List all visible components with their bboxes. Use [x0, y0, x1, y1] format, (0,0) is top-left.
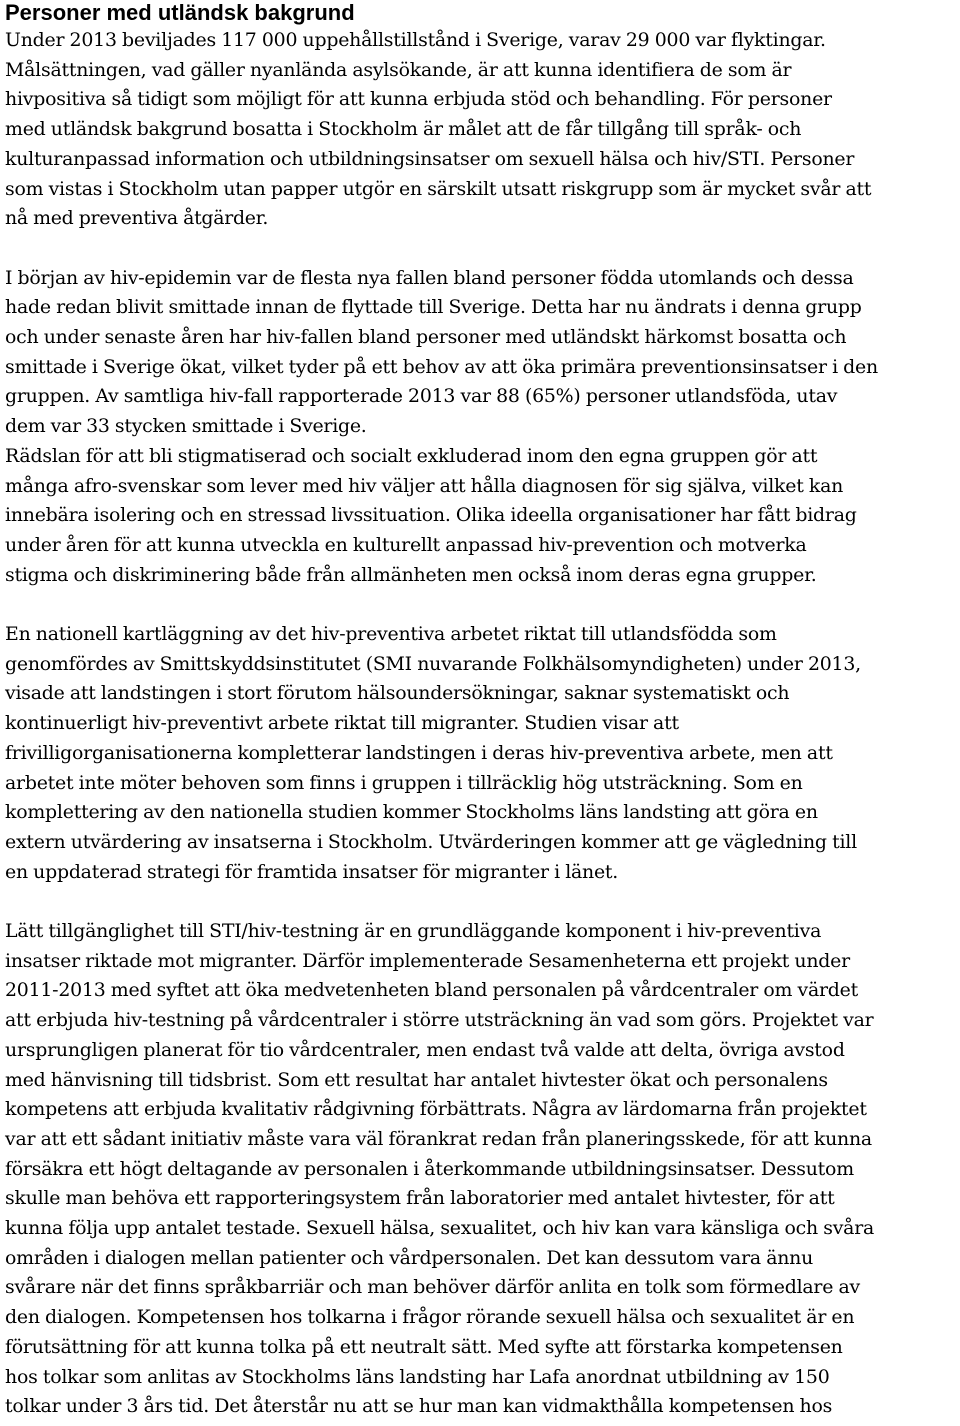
text-line: smittade i Sverige ökat, vilket tyder på ett behov av att öka primära preventionsinsatser i den — [5, 355, 878, 378]
text-line: förutsättning för att kunna tolka på ett neutralt sätt. Med syfte att förstarka kompetensen — [5, 1335, 843, 1358]
text-line: svårare när det finns språkbarriär och man behöver därför anlita en tolk som förmedlare av — [5, 1276, 860, 1299]
section-heading: Personer med utländsk bakgrund — [5, 0, 355, 25]
text-line: skulle man behöva ett rapporteringsystem från laboratorier med antalet hivtester, för att — [5, 1187, 835, 1210]
document-page — [5, 0, 957, 1422]
text-line: och under senaste åren har hiv-fallen bland personer med utländskt härkomst bosatta och — [5, 326, 847, 349]
text-line: insatser riktade mot migranter. Därför implementerade Sesamenheterna ett projekt under — [5, 949, 850, 972]
text-line: Lätt tillgänglighet till STI/hiv-testning är en grundläggande komponent i hiv-preventiva — [5, 920, 822, 943]
text-line: hade redan blivit smittade innan de flyttade till Sverige. Detta har nu ändrats i denna grupp — [5, 296, 862, 319]
text-line: kompetens att erbjuda kvalitativ rådgivning förbättrats. Några av lärdomarna från projektet — [5, 1098, 867, 1121]
text-line: arbetet inte möter behoven som finns i gruppen i tillräcklig hög utsträckning. Som en — [5, 771, 803, 794]
text-line: områden i dialogen mellan patienter och vårdpersonalen. Det kan dessutom vara ännu — [5, 1246, 814, 1269]
text-line: nå med preventiva åtgärder. — [5, 207, 269, 230]
text-line: kunna följa upp antalet testade. Sexuell hälsa, sexualitet, och hiv kan vara känsliga och svåra — [5, 1217, 875, 1240]
text-line: innebära isolering och en stressad livssituation. Olika ideella organisationer har fått bidrag — [5, 504, 857, 527]
text-line: försäkra ett högt deltagande av personalen i återkommande utbildningsinsatser. Dessutom — [5, 1157, 854, 1180]
text-line: dem var 33 stycken smittade i Sverige. — [5, 415, 367, 438]
text-line: den dialogen. Kompetensen hos tolkarna i frågor rörande sexuell hälsa och sexualitet är en — [5, 1306, 855, 1329]
text-line: gruppen. Av samtliga hiv-fall rapporterade 2013 var 88 (65%) personer utlandsföda, utav — [5, 385, 838, 408]
paragraph-gap — [5, 887, 957, 917]
text-line: I början av hiv-epidemin var de flesta nya fallen bland personer födda utomlands och dessa — [5, 266, 854, 289]
text-line: stigma och diskriminering både från allmänheten men också inom deras egna grupper. — [5, 563, 817, 586]
text-line: kontinuerligt hiv-preventivt arbete riktat till migranter. Studien visar att — [5, 712, 679, 735]
text-line: som vistas i Stockholm utan papper utgör en särskilt utsatt riskgrupp som är mycket svår att — [5, 177, 872, 200]
text-line: hivpositiva så tidigt som möjligt för att kunna erbjuda stöd och behandling. För personer — [5, 88, 832, 111]
text-line: tolkar under 3 års tid. Det återstår nu att se hur man kan vidmakthålla kompetensen hos — [5, 1395, 833, 1418]
text-line: med hänvisning till tidsbrist. Som ett resultat har antalet hivtester ökat och personalens — [5, 1068, 828, 1091]
text-line: en uppdaterad strategi för framtida insatser för migranter i länet. — [5, 860, 619, 883]
text-line: visade att landstingen i stort förutom hälsoundersökningar, saknar systematiskt och — [5, 682, 790, 705]
text-line: extern utvärdering av insatserna i Stockholm. Utvärderingen kommer att ge vägledning till — [5, 830, 857, 853]
text-line: med utländsk bakgrund bosatta i Stockholm är målet att de får tillgång till språk- och — [5, 118, 802, 141]
text-line: En nationell kartläggning av det hiv-preventiva arbetet riktat till utlandsfödda som — [5, 623, 777, 646]
text-line: komplettering av den nationella studien kommer Stockholms läns landsting att göra en — [5, 801, 818, 824]
text-line: 2011-2013 med syftet att öka medvetenheten bland personalen på vårdcentraler om värdet — [5, 979, 859, 1002]
text-line: Rädslan för att bli stigmatiserad och socialt exkluderad inom den egna gruppen gör att — [5, 444, 818, 467]
text-line: många afro-svenskar som lever med hiv väljer att hålla diagnosen för sig själva, vilket kan — [5, 474, 844, 497]
paragraph-4 — [5, 917, 957, 1422]
text-line: kulturanpassad information och utbildningsinsatser om sexuell hälsa och hiv/STI. Personer — [5, 147, 855, 170]
text-line: var att ett sådant initiativ måste vara väl förankrat redan från planeringsskede, för att kunna — [5, 1127, 872, 1150]
paragraph-1 — [5, 26, 957, 234]
text-line: hos tolkar som anlitas av Stockholms läns landsting har Lafa anordnat utbildning av 150 — [5, 1365, 830, 1388]
paragraph-3 — [5, 620, 957, 887]
paragraph-gap — [5, 234, 957, 264]
text-line: genomfördes av Smittskyddsinstitutet (SMI nuvarande Folkhälsomyndigheten) under 2013, — [5, 652, 861, 675]
paragraph-gap — [5, 590, 957, 620]
text-line: att erbjuda hiv-testning på vårdcentraler i större utsträckning än vad som görs. Projektet var — [5, 1009, 874, 1032]
text-line: ursprungligen planerat för tio vårdcentraler, men endast två valde att delta, övriga avstod — [5, 1038, 845, 1061]
text-line: Målsättningen, vad gäller nyanlända asylsökande, är att kunna identifiera de som är — [5, 58, 792, 81]
text-line: Under 2013 beviljades 117 000 uppehållstillstånd i Sverige, varav 29 000 var flyktingar. — [5, 29, 826, 51]
paragraph-2 — [5, 264, 957, 591]
text-line: under åren för att kunna utveckla en kulturellt anpassad hiv-prevention och motverka — [5, 533, 807, 556]
text-line: frivilligorganisationerna kompletterar landstingen i deras hiv-preventiva arbete, men att — [5, 741, 833, 764]
